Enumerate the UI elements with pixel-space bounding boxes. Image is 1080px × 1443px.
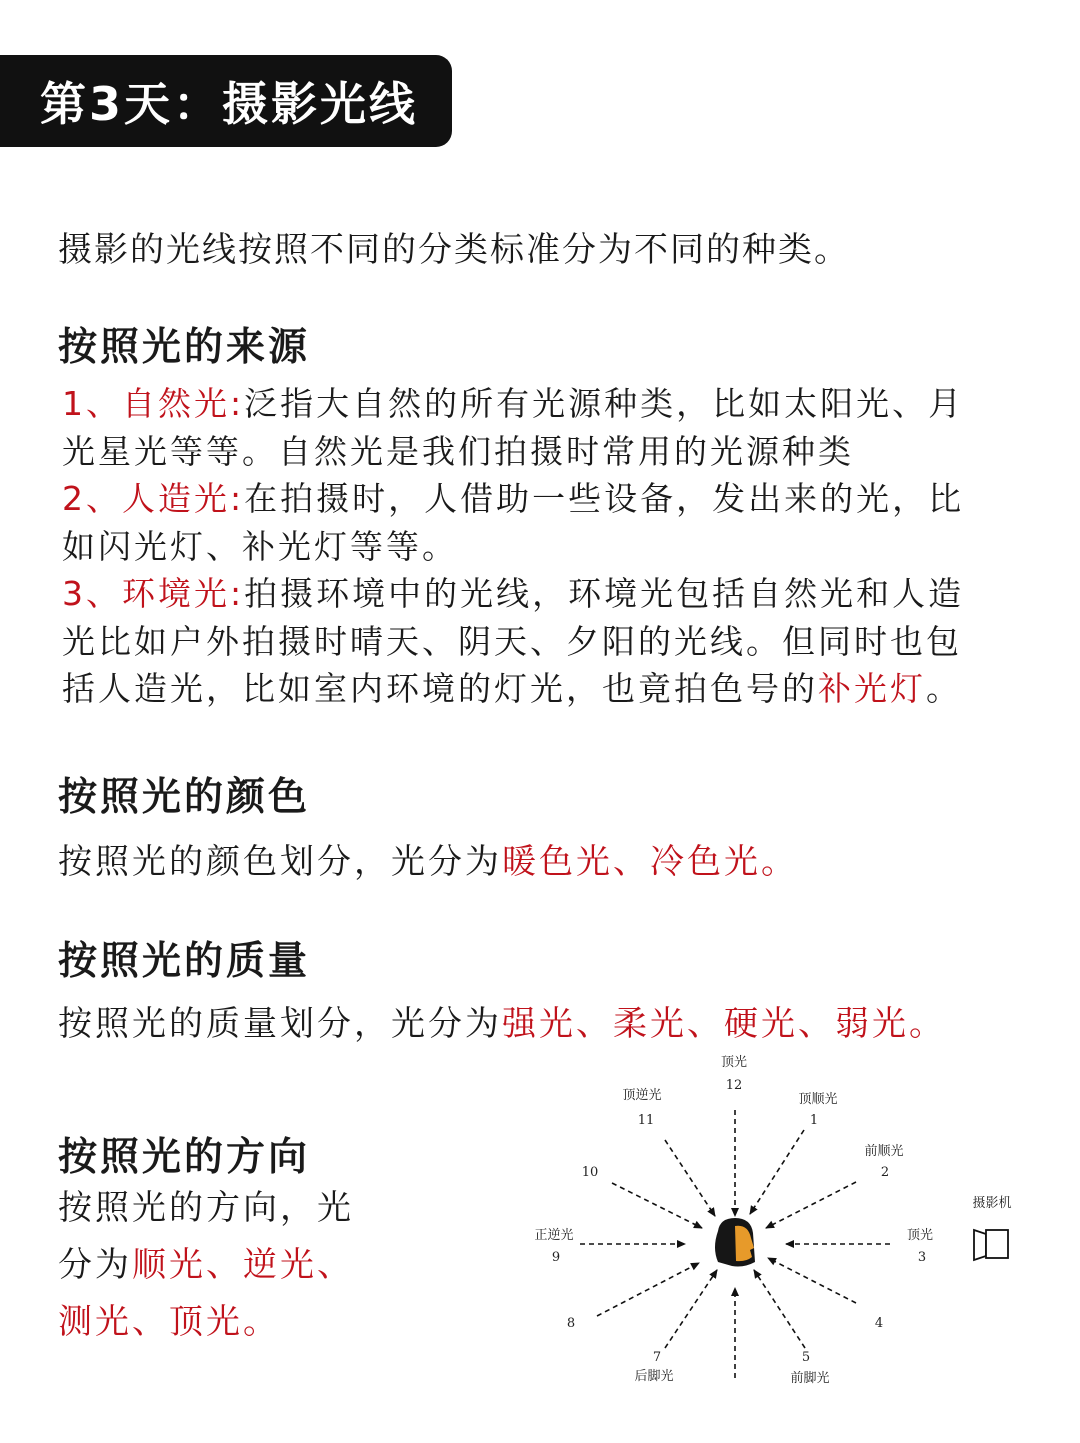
heading-light-direction: 按照光的方向 (58, 1135, 311, 1180)
list-item-ambient-light (62, 570, 992, 618)
light-source-list (62, 380, 992, 713)
item-desc-cont: 光星光等等。自然光是我们拍摄时常用的光源种类 (62, 431, 854, 471)
label-low-back-light: 后脚光 (634, 1369, 674, 1384)
arrow-10 (612, 1183, 702, 1228)
heading-light-quality: 按照光的质量 (58, 939, 311, 984)
item-desc: 在拍摄时，人借助一些设备，发出来的光，比 (244, 479, 965, 518)
arrow-2 (766, 1182, 856, 1228)
highlight-fill-light: 补光灯 (818, 669, 926, 708)
label-camera: 摄影机 (972, 1196, 1012, 1211)
item-desc-cont: 光比如户外拍摄时晴天、阴天、夕阳的光线。但同时也包 (62, 621, 962, 661)
list-item-artificial-light (62, 475, 992, 523)
direction-line-2 (58, 1237, 354, 1294)
num-10: 10 (581, 1165, 599, 1180)
direction-highlight-1: 顺光、逆光、 (132, 1245, 354, 1285)
num-12: 12 (725, 1078, 743, 1093)
item-term: 人造光: (122, 479, 245, 518)
direction-prefix: 分为 (58, 1245, 132, 1285)
item-number: 2、 (62, 479, 122, 518)
arrow-5 (754, 1270, 805, 1348)
camera-icon (974, 1230, 1008, 1260)
list-item-natural-light (62, 380, 992, 428)
label-top-front-light: 顶顺光 (798, 1092, 838, 1107)
color-highlight: 暖色光、冷色光。 (502, 842, 798, 882)
label-top-back-light: 顶逆光 (622, 1088, 662, 1103)
item-term: 自然光: (122, 384, 245, 423)
head-icon (715, 1218, 755, 1267)
item-desc-cont: 如闪光灯、补光灯等等。 (62, 526, 458, 566)
light-quality-text (58, 996, 946, 1045)
quality-prefix: 按照光的质量划分，光分为 (58, 1004, 502, 1044)
intro-text: 摄影的光线按照不同的分类标准分为不同的种类。 (58, 230, 850, 270)
label-low-front-light: 前脚光 (790, 1371, 830, 1386)
num-8: 8 (566, 1316, 576, 1331)
num-5: 5 (801, 1350, 811, 1365)
arrow-7 (665, 1270, 717, 1348)
direction-line-1: 按照光的方向，光 (58, 1188, 354, 1228)
direction-highlight-2: 测光、顶光。 (58, 1302, 280, 1342)
num-3: 3 (917, 1250, 927, 1265)
heading-light-color: 按照光的颜色 (58, 775, 311, 820)
quality-highlight: 强光、柔光、硬光、弱光。 (502, 1004, 946, 1044)
label-back-light: 正逆光 (534, 1228, 574, 1243)
item-term: 环境光: (122, 574, 245, 613)
num-9: 9 (551, 1250, 561, 1265)
num-4: 4 (874, 1316, 884, 1331)
label-front-side-light: 前顺光 (864, 1144, 904, 1159)
arrow-8 (597, 1263, 699, 1316)
light-color-text (58, 834, 798, 883)
arrow-4 (768, 1258, 856, 1303)
color-prefix: 按照光的颜色划分，光分为 (58, 842, 502, 882)
item-number: 1、 (62, 384, 122, 423)
num-7: 7 (652, 1350, 662, 1365)
item-desc-end: 。 (926, 669, 962, 708)
heading-light-source: 按照光的来源 (58, 325, 311, 370)
light-direction-text (58, 1180, 354, 1351)
light-direction-diagram (522, 1048, 1042, 1398)
item-number: 3、 (62, 574, 122, 613)
item-desc-text: 括人造光，比如室内环境的灯光，也竟拍色号的 (62, 669, 818, 708)
num-11: 11 (637, 1113, 655, 1128)
title-banner (0, 55, 452, 147)
label-front-light: 顶光 (906, 1228, 934, 1243)
num-2: 2 (880, 1165, 890, 1180)
arrow-11 (665, 1140, 715, 1216)
arrow-1 (750, 1130, 804, 1214)
label-top-light: 顶光 (720, 1055, 748, 1070)
item-desc-cont (62, 665, 992, 713)
item-desc: 泛指大自然的所有光源种类，比如太阳光、月 (244, 384, 965, 423)
item-desc: 拍摄环境中的光线，环境光包括自然光和人造 (244, 574, 965, 613)
page-title: 第3天：摄影光线 (40, 77, 419, 131)
num-1: 1 (809, 1113, 819, 1128)
